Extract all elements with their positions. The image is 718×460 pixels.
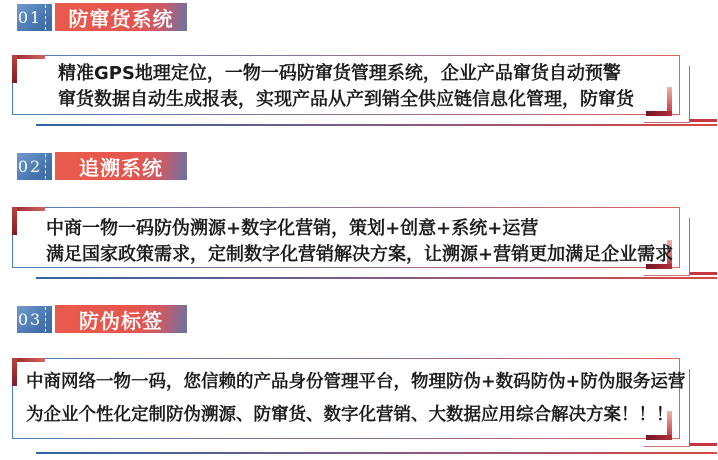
section-number: 03	[17, 310, 43, 329]
section-title-banner	[55, 152, 187, 180]
section-title: 追溯系统	[79, 155, 163, 180]
section-header	[17, 3, 187, 31]
section-header	[17, 152, 187, 180]
gradient-underline	[36, 452, 717, 454]
echo-frame-bottom	[644, 446, 690, 447]
content-card	[12, 207, 680, 268]
echo-frame-bottom	[644, 122, 690, 123]
echo-frame-right	[689, 369, 690, 447]
section-title-banner	[55, 305, 187, 333]
right-edge-accent-bar	[690, 443, 717, 447]
section-number-badge	[17, 153, 52, 180]
section-number: 01	[17, 8, 43, 27]
section-number-badge	[17, 4, 52, 31]
section-header	[17, 305, 187, 333]
dashed-divider	[45, 5, 46, 30]
right-edge-accent-bar	[690, 272, 717, 276]
card-text-line: 满足国家政策需求，定制数字化营销解决方案，让溯源+营销更加满足企业需求	[46, 244, 674, 265]
card-text-line: 中商网络一物一码，您信赖的产品身份管理平台，物理防伪+数码防伪+防伪服务运营	[26, 372, 686, 392]
content-card	[12, 55, 680, 115]
card-text-line: 精准GPS地理定位，一物一码防窜货管理系统，企业产品窜货自动预警	[58, 63, 621, 84]
card-text-line: 为企业个性化定制防伪溯源、防窜货、数字化营销、大数据应用综合解决方案！！！	[26, 405, 674, 425]
echo-frame-bottom	[644, 275, 690, 276]
echo-frame-right	[689, 66, 690, 123]
content-card	[12, 358, 686, 439]
section-title-banner	[55, 3, 187, 31]
section-number: 02	[17, 157, 43, 176]
gradient-underline	[36, 124, 717, 126]
card-text	[13, 56, 679, 114]
section-title: 防伪标签	[79, 308, 163, 333]
dashed-divider	[45, 154, 46, 179]
card-text-line: 中商一物一码防伪溯源+数字化营销，策划+创意+系统+运营	[46, 218, 539, 239]
card-text	[13, 208, 679, 267]
section-title: 防窜货系统	[68, 6, 174, 31]
card-text-line: 窜货数据自动生成报表，实现产品从产到销全供应链信息化管理，防窜货	[58, 89, 634, 110]
right-edge-accent-bar	[690, 119, 717, 123]
echo-frame-right	[689, 218, 690, 276]
card-text	[13, 359, 686, 438]
gradient-underline	[36, 277, 717, 279]
dashed-divider	[45, 307, 46, 332]
section-number-badge	[17, 306, 52, 333]
